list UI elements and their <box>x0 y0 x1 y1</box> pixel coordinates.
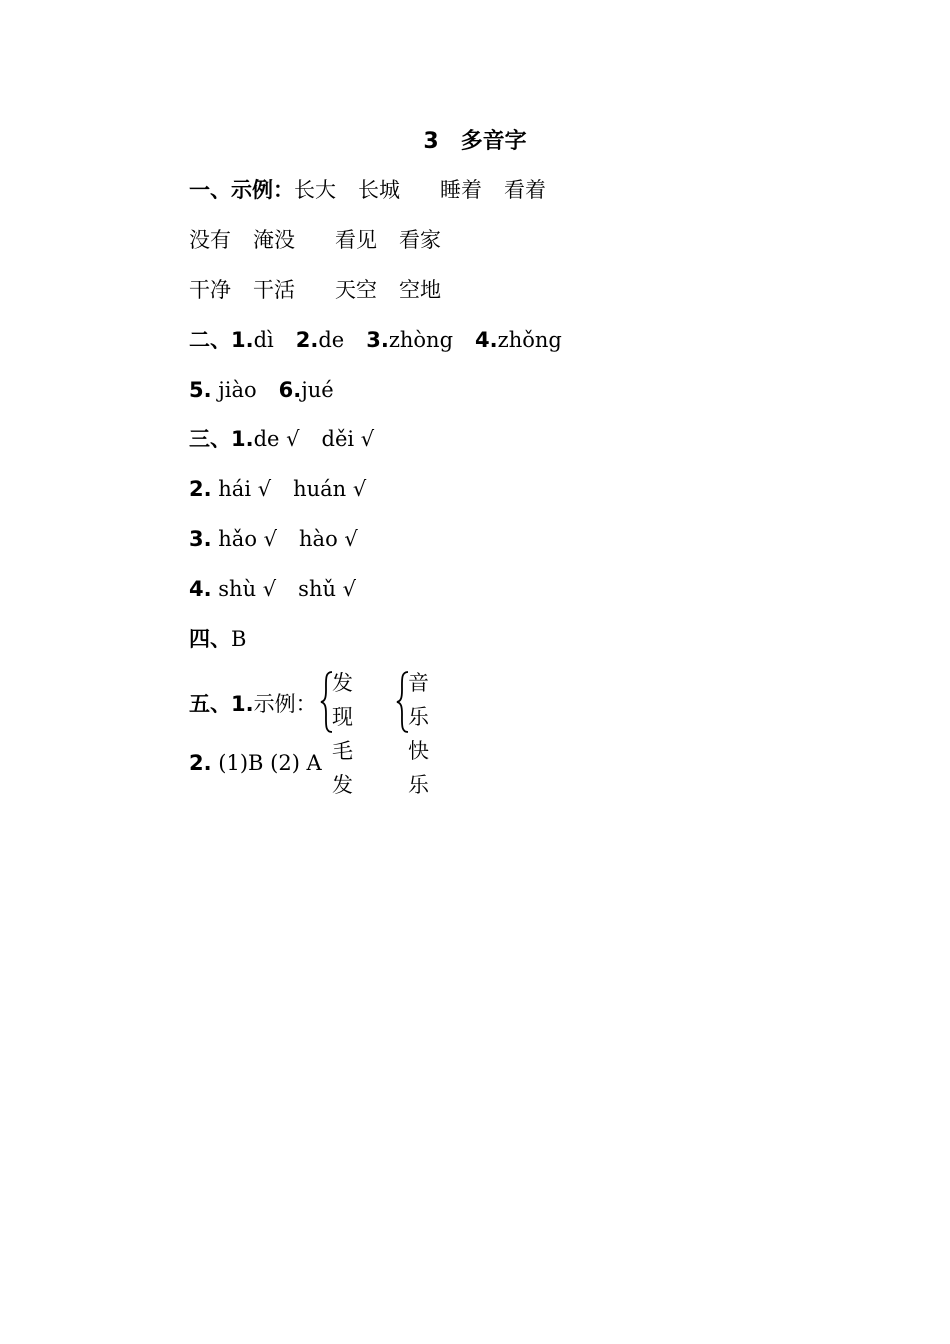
section3-row3 <box>189 524 358 554</box>
answer-word: 毛发 <box>332 739 353 797</box>
section3-label: 三、 <box>189 427 231 451</box>
pinyin-answer: de <box>318 328 345 352</box>
answer-word: 音乐 <box>408 671 429 729</box>
item-number: 5. <box>189 378 212 402</box>
answer-word: 睡着 <box>440 178 482 202</box>
word-stack <box>332 666 353 802</box>
lesson-number: 3 <box>423 129 439 154</box>
answer-word: 发现 <box>332 671 353 729</box>
answer-word: 看家 <box>399 228 441 252</box>
section1-label: 一、示例： <box>189 178 294 202</box>
section5-q1-label <box>189 689 317 719</box>
answer-word: 干活 <box>253 278 295 302</box>
item-number: 2. <box>189 477 212 501</box>
section5-q2 <box>189 748 322 778</box>
section5-label: 五、 <box>189 692 231 716</box>
item-number: 3. <box>366 328 389 352</box>
pinyin-answer: de √ <box>253 427 300 451</box>
item-number: 2. <box>189 751 212 775</box>
item-number: 4. <box>189 577 212 601</box>
answer-word: 干净 <box>189 278 231 302</box>
answer-word: 没有 <box>189 228 231 252</box>
pinyin-answer: shǔ √ <box>298 577 357 601</box>
page-title <box>0 124 950 155</box>
item-number: 1. <box>231 328 254 352</box>
item-number: 4. <box>475 328 498 352</box>
section1-row3 <box>189 275 441 305</box>
answer-word: 空地 <box>399 278 441 302</box>
section1-row2 <box>189 225 441 255</box>
pinyin-answer: dì <box>253 328 274 352</box>
section3-row4 <box>189 574 356 604</box>
section2-label: 二、 <box>189 328 231 352</box>
word-stack <box>408 666 429 802</box>
answer-word: 淹没 <box>253 228 295 252</box>
section3-row1 <box>189 424 374 454</box>
section2-row2 <box>189 375 334 405</box>
choice-answer: (1)B (2) A <box>218 751 322 775</box>
pinyin-answer: děi √ <box>321 427 375 451</box>
answer-word: 看着 <box>504 178 546 202</box>
item-number: 6. <box>278 378 302 402</box>
pinyin-answer: jiào <box>218 378 257 402</box>
answer-word: 长城 <box>358 178 400 202</box>
answer-word: 看见 <box>335 228 377 252</box>
lesson-title: 多音字 <box>460 129 527 154</box>
section2-row1 <box>189 325 562 355</box>
section4-label: 四、 <box>189 627 231 651</box>
choice-answer: B <box>231 627 247 651</box>
pinyin-answer: hái √ <box>218 477 272 501</box>
pinyin-answer: zhòng <box>388 328 454 352</box>
item-number: 2. <box>295 328 319 352</box>
item-number: 1. <box>231 692 254 716</box>
example-prefix: 示例： <box>253 692 317 716</box>
section3-row2 <box>189 474 366 504</box>
section1-row1 <box>189 175 546 205</box>
pinyin-answer: huán √ <box>293 477 367 501</box>
answer-word: 快乐 <box>408 739 429 797</box>
pinyin-answer: zhǒng <box>497 328 562 352</box>
pinyin-answer: hào √ <box>299 527 358 551</box>
item-number: 3. <box>189 527 212 551</box>
answer-word: 长大 <box>294 178 336 202</box>
pinyin-answer: hǎo √ <box>218 527 278 551</box>
section4-row <box>189 624 246 654</box>
answer-word: 天空 <box>335 278 377 302</box>
pinyin-answer: jué <box>301 378 334 402</box>
item-number: 1. <box>231 427 254 451</box>
pinyin-answer: shù √ <box>218 577 277 601</box>
